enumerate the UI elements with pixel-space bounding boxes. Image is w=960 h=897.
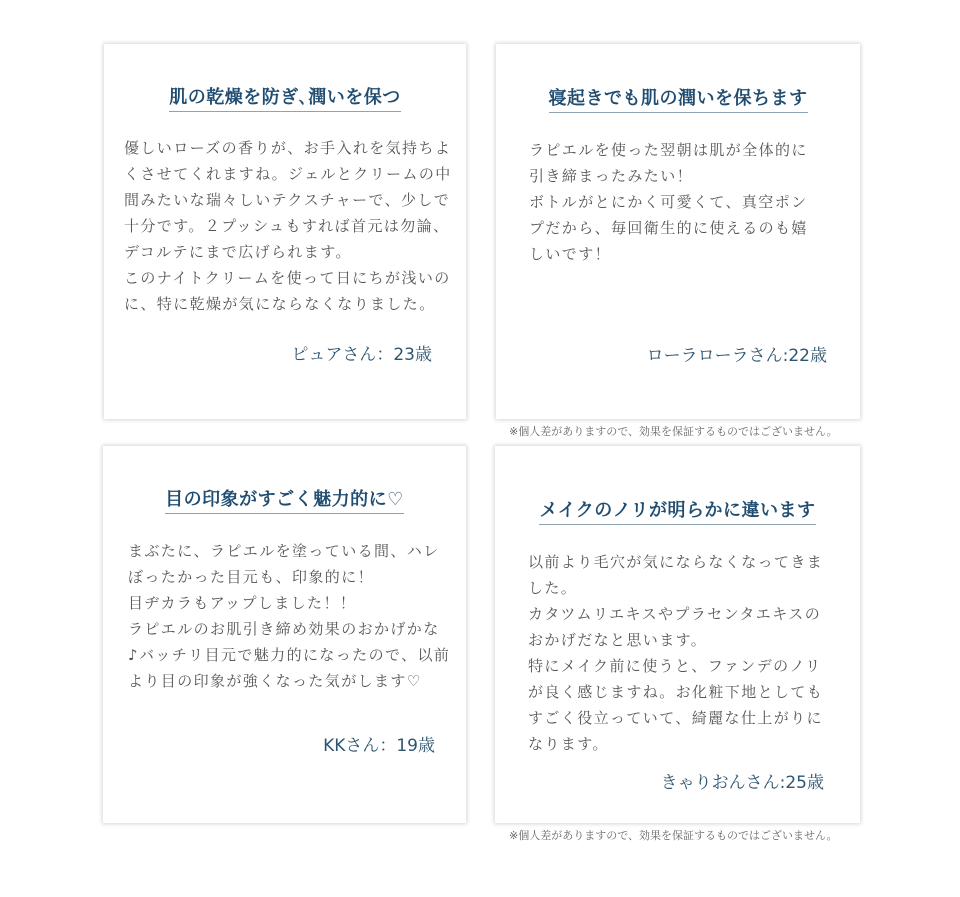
review-author: ピュアさん：23歳 xyxy=(291,345,432,365)
review-card-2 xyxy=(496,44,860,419)
review-card-4 xyxy=(495,446,860,823)
review-author: きゃりおんさん:25歳 xyxy=(660,773,824,793)
review-body: まぶたに、ラピエルを塗っている間、ハレ ぼったかった目元も、印象的に！ 目ヂカラもアップしました！！ ラピエルのお肌引き締め効果のおかげかな ♪バッチリ目元で魅力的になったので、以前 より目の印象が強くなった気がします♡ xyxy=(128,542,451,690)
review-title: 肌の乾燥を防ぎ､潤いを保つ xyxy=(104,86,466,112)
disclaimer-note: ※個人差がありますので、効果を保証するものではございません。 xyxy=(509,425,838,438)
review-card-3 xyxy=(103,446,466,823)
review-title: 目の印象がすごく魅力的に♡ xyxy=(103,488,466,514)
review-author: ローラローラさん:22歳 xyxy=(646,346,827,366)
review-body: ラピエルを使った翌朝は肌が全体的に 引き締まったみたい！ ボトルがとにかく可愛くて、真空ポン プだから、毎回衛生的に使えるのも嬉 しいです！ xyxy=(529,141,808,263)
review-title: 寝起きでも肌の潤いを保ちます xyxy=(496,87,860,113)
review-body: 優しいローズの香りが、お手入れを気持ちよ くさせてくれますね。ジェルとクリームの中 間みたいな瑞々しいテクスチャーで、少しで 十分です。２プッシュもすれば首元は勿論、 デコルテにまで広げられます。 このナイトクリームを使って日にちが浅いの に、特に乾燥が気にならなくなりました。 xyxy=(124,139,452,313)
review-author: KKさん：19歳 xyxy=(323,736,435,756)
review-body: 以前より毛穴が気にならなくなってきま した。 カタツムリエキスやプラセンタエキスの おかげだなと思います。 特にメイク前に使うと、ファンデのノリ が良く感じますね。お化粧下地としても すごく役立っていて、綺麗な仕上がりに なります。 xyxy=(528,553,824,753)
review-card-1 xyxy=(104,44,466,419)
review-title: メイクのノリが明らかに違います xyxy=(495,499,860,525)
disclaimer-note: ※個人差がありますので、効果を保証するものではございません。 xyxy=(509,829,838,842)
